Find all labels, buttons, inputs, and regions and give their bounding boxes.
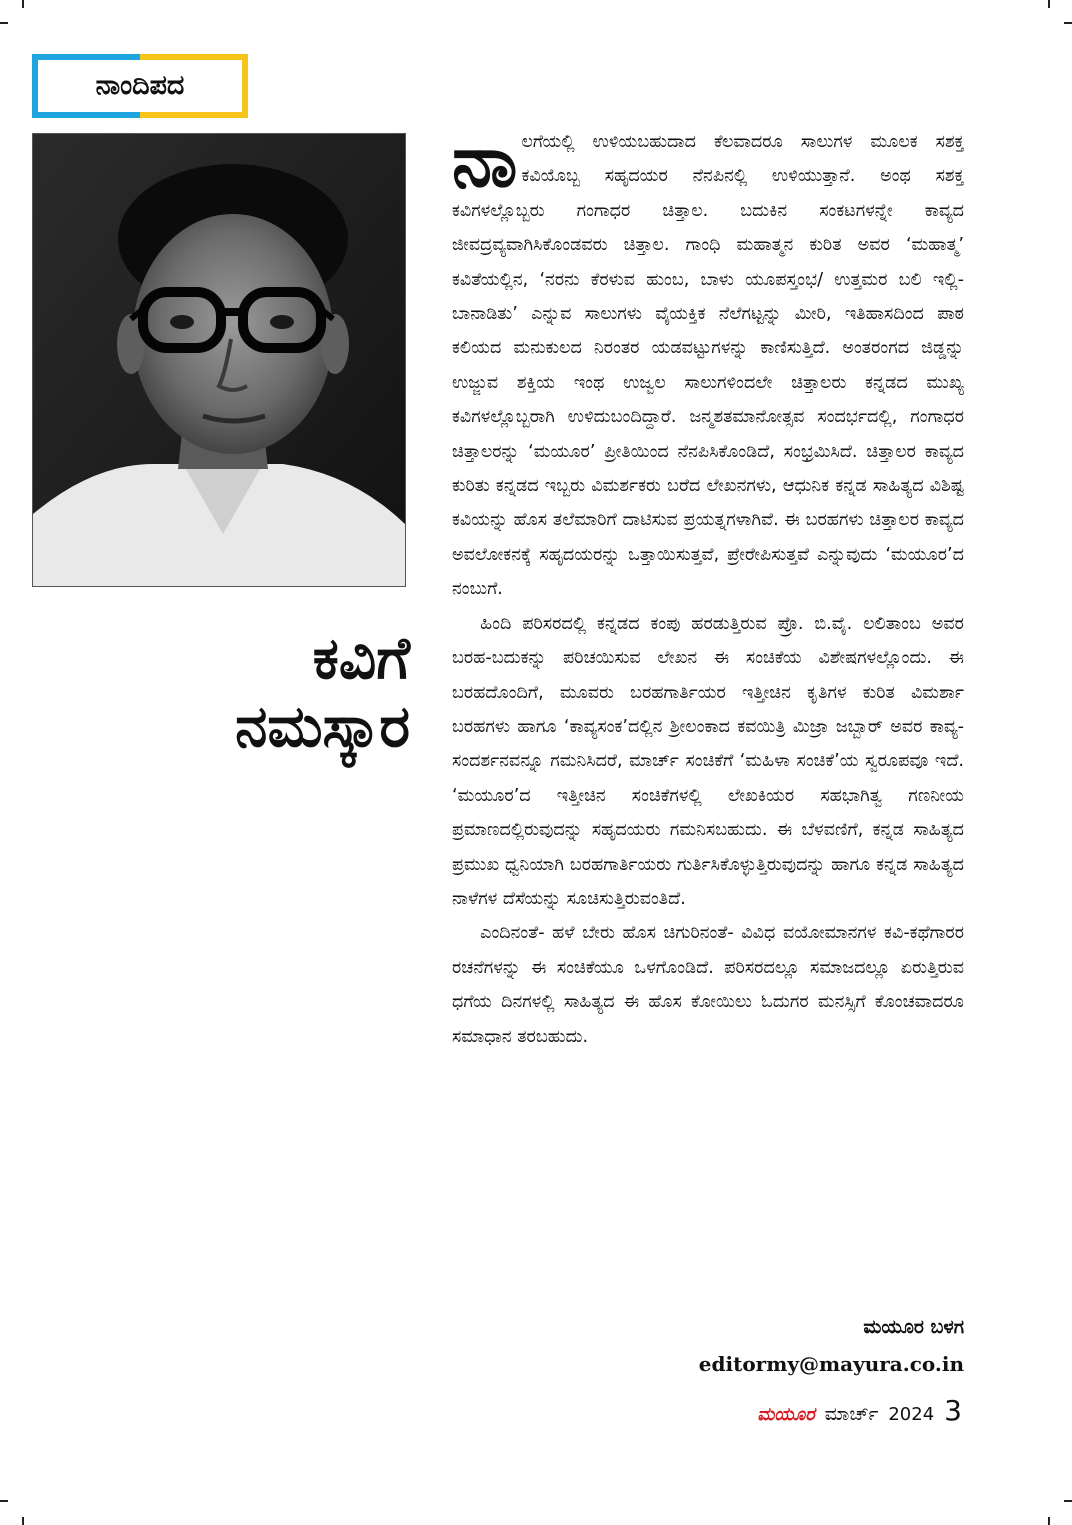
crop-mark	[22, 1517, 24, 1525]
section-tag	[32, 54, 248, 118]
crop-mark	[1064, 1500, 1072, 1502]
magazine-logo: ಮಯೂರ	[757, 1404, 815, 1425]
crop-mark	[1048, 1517, 1050, 1525]
signature: ಮಯೂರ ಬಳಗ	[863, 1316, 964, 1338]
headline-line-1: ಕವಿಗೆ	[312, 624, 410, 692]
crop-mark	[0, 1500, 8, 1502]
article-paragraph-2: ಹಿಂದಿ ಪರಿಸರದಲ್ಲಿ ಕನ್ನಡದ ಕಂಪು ಹರಡುತ್ತಿರುವ ಪ್ರೊ. ಬಿ.ವೈ. ಲಲಿತಾಂಬ ಅವರ ಬರಹ-ಬದುಕನ್ನು ಪರಿಚಯಿಸುವ ಲೇಖನ ಈ ಸಂಚಿಕೆಯ ವಿಶೇಷಗಳಲ್ಲೊಂದು. ಈ ಬರಹದೊಂದಿಗೆ, ಮೂವರು ಬರಹಗಾರ್ತಿಯರ ಇತ್ತೀಚಿನ ಕೃತಿಗಳ ಕುರಿತ ವಿಮರ್ಶಾ ಬರಹಗಳು ಹಾಗೂ ‘ಕಾವ್ಯಸಂಕ’ದಲ್ಲಿನ ಶ್ರೀಲಂಕಾದ ಕವಯಿತ್ರಿ ಮಿಜ್ರಾ ಜಬ್ಬಾರ್ ಅವರ ಕಾವ್ಯ-ಸಂದರ್ಶನವನ್ನೂ ಗಮನಿಸಿದರೆ, ಮಾರ್ಚ್ ಸಂಚಿಕೆಗೆ ‘ಮಹಿಳಾ ಸಂಚಿಕೆ’ಯ ಸ್ವರೂಪವೂ ಇದೆ. ‘ಮಯೂರ’ದ ಇತ್ತೀಚಿನ ಸಂಚಿಕೆಗಳಲ್ಲಿ ಲೇಖಕಿಯರ ಸಹಭಾಗಿತ್ವ ಗಣನೀಯ ಪ್ರಮಾಣದಲ್ಲಿರುವುದನ್ನು ಸಹೃದಯರು ಗಮನಿಸಬಹುದು. ಈ ಬೆಳವಣಿಗೆ, ಕನ್ನಡ ಸಾಹಿತ್ಯದ ಪ್ರಮುಖ ಧ್ವನಿಯಾಗಿ ಬರಹಗಾರ್ತಿಯರು ಗುರ್ತಿಸಿಕೊಳ್ಳುತ್ತಿರುವುದನ್ನು ಹಾಗೂ ಕನ್ನಡ ಸಾಹಿತ್ಯದ ನಾಳೆಗಳ ದೆಸೆಯನ್ನು ಸೂಚಿಸುತ್ತಿರುವಂತಿದೆ.	[452, 613, 964, 909]
page-number: 3	[944, 1394, 962, 1427]
crop-mark	[22, 0, 24, 8]
crop-mark	[0, 22, 8, 24]
issue-year: 2024	[888, 1404, 935, 1425]
article-paragraph-1	[452, 119, 964, 607]
crop-mark	[1064, 22, 1072, 24]
drop-cap: ನಾ	[452, 119, 518, 203]
portrait-photo-icon	[33, 134, 405, 586]
issue-month: ಮಾರ್ಚ್	[824, 1403, 879, 1425]
contact-email[interactable]: editormy@mayura.co.in	[698, 1352, 964, 1376]
crop-mark	[1048, 0, 1050, 8]
headline-line-2: ನಮಸ್ಕಾರ	[235, 692, 410, 760]
article-paragraph-3: ಎಂದಿನಂತೆ- ಹಳೆ ಬೇರು ಹೊಸ ಚಿಗುರಿನಂತೆ- ವಿವಿಧ ವಯೋಮಾನಗಳ ಕವಿ-ಕಥೆಗಾರರ ರಚನೆಗಳನ್ನು ಈ ಸಂಚಿಕೆಯೂ ಒಳಗೊಂಡಿದೆ. ಪರಿಸರದಲ್ಲೂ ಸಮಾಜದಲ್ಲೂ ಏರುತ್ತಿರುವ ಧಗೆಯ ದಿನಗಳಲ್ಲಿ ಸಾಹಿತ್ಯದ ಈ ಹೊಸ ಕೋಯಿಲು ಓದುಗರ ಮನಸ್ಸಿಗೆ ಕೊಂಚವಾದರೂ ಸಮಾಧಾನ ತರಬಹುದು.	[452, 923, 964, 1047]
portrait-photo	[32, 133, 406, 587]
section-tag-label: ನಾಂದಿಪದ	[95, 70, 185, 101]
page-footer	[757, 1394, 962, 1428]
article-paragraph-1-text: ಲಗೆಯಲ್ಲಿ ಉಳಿಯಬಹುದಾದ ಕೆಲವಾದರೂ ಸಾಲುಗಳ ಮೂಲಕ ಸಶಕ್ತ ಕವಿಯೊಬ್ಬ ಸಹೃದಯರ ನೆನಪಿನಲ್ಲಿ ಉಳಿಯುತ್ತಾನೆ. ಅಂಥ ಸಶಕ್ತ ಕವಿಗಳಲ್ಲೊಬ್ಬರು ಗಂಗಾಧರ ಚಿತ್ತಾಲ. ಬದುಕಿನ ಸಂಕಟಗಳನ್ನೇ ಕಾವ್ಯದ ಜೀವದ್ರವ್ಯವಾಗಿಸಿಕೊಂಡವರು ಚಿತ್ತಾಲ. ಗಾಂಧಿ ಮಹಾತ್ಮನ ಕುರಿತ ಅವರ ‘ಮಹಾತ್ಮ’ ಕವಿತೆಯಲ್ಲಿನ, ‘ನರನು ಕೆರಳುವ ಹುಂಬ, ಬಾಳು ಯೂಪಸ್ತಂಭ/ ಉತ್ತಮರ ಬಲಿ ಇಲ್ಲಿ-ಬಾನಾಡಿತು’ ಎನ್ನುವ ಸಾಲುಗಳು ವೈಯಕ್ತಿಕ ನೆಲೆಗಟ್ಟನ್ನು ಮೀರಿ, ಇತಿಹಾಸದಿಂದ ಪಾಠ ಕಲಿಯದ ಮನುಕುಲದ ನಿರಂತರ ಯಡವಟ್ಟುಗಳನ್ನು ಕಾಣಿಸುತ್ತಿದೆ. ಅಂತರಂಗದ ಜಿಡ್ಡನ್ನು ಉಜ್ಜುವ ಶಕ್ತಿಯ ಇಂಥ ಉಜ್ವಲ ಸಾಲುಗಳಿಂದಲೇ ಚಿತ್ತಾಲರು ಕನ್ನಡದ ಮುಖ್ಯ ಕವಿಗಳಲ್ಲೊಬ್ಬರಾಗಿ ಉಳಿದುಬಂದಿದ್ದಾರೆ. ಜನ್ಮಶತಮಾನೋತ್ಸವ ಸಂದರ್ಭದಲ್ಲಿ, ಗಂಗಾಧರ ಚಿತ್ತಾಲರನ್ನು ‘ಮಯೂರ’ ಪ್ರೀತಿಯಿಂದ ನೆನಪಿಸಿಕೊಂಡಿದೆ, ಸಂಭ್ರಮಿಸಿದೆ. ಚಿತ್ತಾಲರ ಕಾವ್ಯದ ಕುರಿತು ಕನ್ನಡದ ಇಬ್ಬರು ವಿಮರ್ಶಕರು ಬರೆದ ಲೇಖನಗಳು, ಆಧುನಿಕ ಕನ್ನಡ ಸಾಹಿತ್ಯದ ವಿಶಿಷ್ಟ ಕವಿಯನ್ನು ಹೊಸ ತಲೆಮಾರಿಗೆ ದಾಟಿಸುವ ಪ್ರಯತ್ನಗಳಾಗಿವೆ. ಈ ಬರಹಗಳು ಚಿತ್ತಾಲರ ಕಾವ್ಯದ ಅವಲೋಕನಕ್ಕೆ ಸಹೃದಯರನ್ನು ಒತ್ತಾಯಿಸುತ್ತವೆ, ಪ್ರೇರೇಪಿಸುತ್ತವೆ ಎನ್ನುವುದು ‘ಮಯೂರ’ದ ನಂಬುಗೆ.	[452, 132, 964, 600]
editorial-article	[452, 119, 964, 1054]
